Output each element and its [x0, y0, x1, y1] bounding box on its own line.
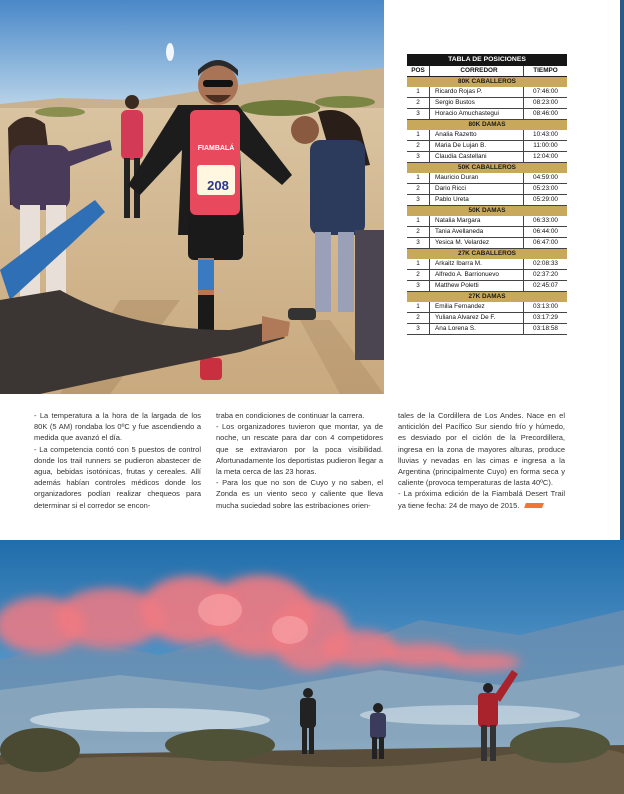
runner-name-cell: Yesica M. Velardez: [430, 238, 524, 249]
table-row: [407, 98, 567, 109]
time-cell: 06:33:00: [524, 216, 568, 227]
table-row: [407, 313, 567, 324]
bottom-photo: [0, 540, 624, 794]
table-row: [407, 302, 567, 313]
runner-name-cell: Alfredo A. Barrionuevo: [430, 270, 524, 281]
time-cell: 08:23:00: [524, 98, 568, 109]
table-row: [407, 173, 567, 184]
article-paragraph: tales de la Cordillera de Los Andes. Nace en el anticiclón del Pacífico Sur siendo frío y húmedo, es desviado por el ciclón de la Precordillera, ingresa en la zona de mayores alturas, produce lluvias y nevadas en las cimas e ingresa a la Argentina (principalmente Cuyo) en forma seca y caliente (provoca temperaturas de lasta 40ºC).: [398, 411, 565, 488]
runner-name-cell: Sergio Bustos: [430, 98, 524, 109]
position-cell: 3: [407, 152, 430, 163]
category-label: 50K DAMAS: [407, 206, 567, 217]
runner-name-cell: Claudia Castellani: [430, 152, 524, 163]
runner-name-cell: Yuliana Alvarez De F.: [430, 313, 524, 324]
bib-brand-text: FIAMBALÁ: [197, 145, 235, 152]
position-cell: 3: [407, 238, 430, 249]
runner-name-cell: Pablo Ureta: [430, 195, 524, 206]
position-cell: 3: [407, 324, 430, 335]
runner-name-cell: Dario Ricci: [430, 184, 524, 195]
position-cell: 3: [407, 281, 430, 292]
time-cell: 04:59:00: [524, 173, 568, 184]
runner-name-cell: Mauricio Duran: [430, 173, 524, 184]
table-row: [407, 141, 567, 152]
category-row: [407, 163, 567, 174]
position-cell: 2: [407, 227, 430, 238]
time-cell: 03:13:00: [524, 302, 568, 313]
bib-number-text: 208: [207, 178, 229, 193]
time-cell: 07:46:00: [524, 87, 568, 98]
position-cell: 2: [407, 270, 430, 281]
table-row: [407, 259, 567, 270]
runner-name-cell: Matthew Poletti: [430, 281, 524, 292]
time-cell: 05:23:00: [524, 184, 568, 195]
article-closing-text: - La próxima edición de la Fiambalá Desert Trail ya tiene fecha: 24 de mayo de 2015.: [398, 489, 565, 510]
article-paragraph: - La competencia contó con 5 puestos de control donde los trail runners se pudieron abastecer de agua, bebidas isotónicas, frutas y cereales. Allí además habían controles médicos donde los organizadores podían realizar chequeos para determinar si el corredor se encon-: [34, 444, 201, 510]
table-row: [407, 270, 567, 281]
category-row: [407, 120, 567, 131]
table-row: [407, 195, 567, 206]
table-row: [407, 184, 567, 195]
runner-name-cell: Tania Avellaneda: [430, 227, 524, 238]
time-cell: 03:18:58: [524, 324, 568, 335]
time-cell: 08:46:00: [524, 109, 568, 120]
runner-name-cell: Arkaitz Ibarra M.: [430, 259, 524, 270]
category-label: 80K DAMAS: [407, 120, 567, 131]
category-row: [407, 77, 567, 88]
position-cell: 1: [407, 173, 430, 184]
time-cell: 12:04:00: [524, 152, 568, 163]
table-header-row: [407, 66, 567, 77]
time-cell: 05:29:00: [524, 195, 568, 206]
runner-name-cell: Emilia Fernandez: [430, 302, 524, 313]
table-title: TABLA DE POSICIONES: [407, 54, 567, 66]
article-column-3: [398, 410, 565, 511]
runner-name-cell: Ricardo Rojas P.: [430, 87, 524, 98]
table-row: [407, 216, 567, 227]
article-paragraph: [398, 488, 565, 510]
article-paragraph: - Para los que no son de Cuyo y no saben, el Zonda es un viento seco y caliente que lleva mucha suciedad sobre las estribaciones orien-: [216, 478, 383, 510]
time-cell: 10:43:00: [524, 130, 568, 141]
article-column-2: [216, 410, 383, 511]
time-cell: 02:37:20: [524, 270, 568, 281]
category-label: 27K CABALLEROS: [407, 249, 567, 260]
position-cell: 1: [407, 259, 430, 270]
position-cell: 2: [407, 141, 430, 152]
table-row: [407, 238, 567, 249]
position-cell: 2: [407, 313, 430, 324]
runner-name-cell: Ana Lorena S.: [430, 324, 524, 335]
table-row: [407, 227, 567, 238]
results-table: [407, 54, 567, 335]
table-row: [407, 324, 567, 335]
table-row: [407, 281, 567, 292]
table-row: [407, 87, 567, 98]
position-cell: 1: [407, 302, 430, 313]
position-cell: 3: [407, 195, 430, 206]
table-row: [407, 152, 567, 163]
runner-name-cell: Horacio Amuchastegui: [430, 109, 524, 120]
runner-name-cell: Analia Razetto: [430, 130, 524, 141]
category-label: 27K DAMAS: [407, 292, 567, 303]
position-cell: 3: [407, 109, 430, 120]
header-name: CORREDOR: [430, 66, 524, 77]
time-cell: 06:44:00: [524, 227, 568, 238]
time-cell: 02:08:33: [524, 259, 568, 270]
runner-name-cell: Maria De Lujan B.: [430, 141, 524, 152]
category-row: [407, 292, 567, 303]
time-cell: 03:17:29: [524, 313, 568, 324]
article-paragraph: - La temperatura a la hora de la largada de los 80K (5 AM) rondaba los 0ºC y fue ascendiendo a medida que avanzó el día.: [34, 411, 201, 443]
end-of-article-mark: [524, 503, 544, 508]
category-row: [407, 206, 567, 217]
header-pos: POS: [407, 66, 430, 77]
position-cell: 2: [407, 98, 430, 109]
article-paragraph: - Los organizadores tuvieron que montar, ya de noche, un rescate para dar con 4 competidores que se extraviaron por la poca visibilidad. Afortunadamente los deportistas pudieron llegar a la meta cerca de las 23 horas.: [216, 422, 383, 477]
category-row: [407, 249, 567, 260]
position-cell: 2: [407, 184, 430, 195]
category-label: 50K CABALLEROS: [407, 163, 567, 174]
header-time: TIEMPO: [524, 66, 568, 77]
category-label: 80K CABALLEROS: [407, 77, 567, 88]
top-photo: [0, 0, 384, 394]
table-row: [407, 130, 567, 141]
article-column-1: [34, 410, 201, 511]
position-cell: 1: [407, 130, 430, 141]
table-row: [407, 109, 567, 120]
article-paragraph: traba en condiciones de continuar la carrera.: [216, 411, 365, 420]
position-cell: 1: [407, 216, 430, 227]
position-cell: 1: [407, 87, 430, 98]
time-cell: 06:47:00: [524, 238, 568, 249]
time-cell: 11:00:00: [524, 141, 568, 152]
runner-name-cell: Natalia Margara: [430, 216, 524, 227]
time-cell: 02:45:07: [524, 281, 568, 292]
page-edge-stripe: [620, 0, 624, 540]
